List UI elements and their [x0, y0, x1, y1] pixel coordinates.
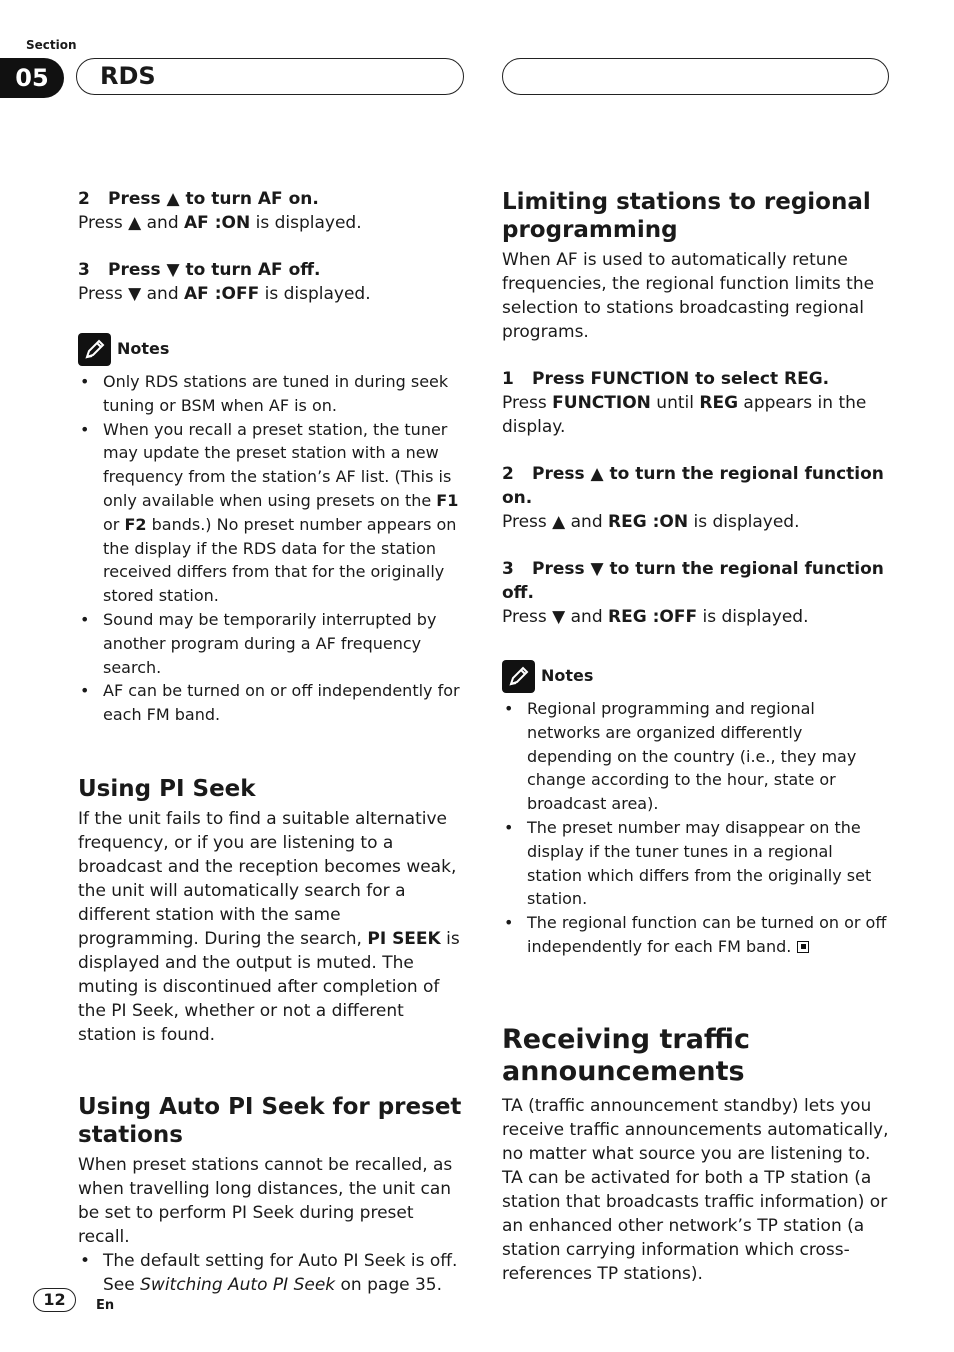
section-heading: Limiting stations to regional programming	[502, 189, 871, 243]
notes-header	[78, 332, 466, 366]
list-item: • The default setting for Auto PI Seek is off. See Switching Auto PI Seek on page 35.	[78, 1249, 466, 1297]
list-item: • Regional programming and regional networks are organized differently depending on the country (i.e., they may change according to the hour, state or broadcast area).	[502, 697, 890, 816]
step-heading: 3 Press ▼ to turn the regional function off.	[502, 559, 884, 603]
step-body: Press FUNCTION until REG appears in the display.	[502, 393, 867, 437]
paragraph: When AF is used to automatically retune frequencies, the regional function limits the selection to stations broadcasting regional programs.	[502, 250, 875, 342]
notes-label: Notes	[541, 666, 594, 685]
notes-list	[502, 697, 890, 959]
left-column	[78, 187, 466, 1297]
step-body: Press ▲ and REG :ON is displayed.	[502, 512, 800, 532]
notes-label: Notes	[117, 339, 170, 358]
section-label: Section	[26, 38, 77, 52]
step-body: Press ▼ and AF :OFF is displayed.	[78, 284, 371, 304]
notes-header	[502, 659, 890, 693]
list-item: • The preset number may disappear on the display if the tuner tunes in a regional station which differs from the originally set station.	[502, 816, 890, 911]
list-item: • When you recall a preset station, the tuner may update the preset station with a new frequency from the station’s AF list. (This is only available when using presets on the F1 or F2 bands.) No preset number appears on the display if the RDS data for the station received differs from that for the originally stored station.	[78, 418, 466, 608]
list-item: • The regional function can be turned on or off independently for each FM band.	[502, 911, 890, 959]
step-body: Press ▲ and AF :ON is displayed.	[78, 213, 362, 233]
page-number: 12	[33, 1288, 76, 1312]
step-heading: 3 Press ▼ to turn AF off.	[78, 260, 321, 280]
section-heading: Receiving traffic announcements	[502, 1023, 751, 1087]
paragraph: TA (traffic announcement standby) lets you receive traffic announcements automatically, no matter what source you are listening to. TA can be activated for both a TP station (a station that broadcasts traffic information) or an enhanced other network’s TP station (a station carrying information which cross-references TP stations).	[502, 1095, 889, 1284]
pencil-icon	[78, 333, 111, 366]
pencil-icon	[502, 660, 535, 693]
right-column	[502, 188, 890, 1286]
list-item: • Only RDS stations are tuned in during seek tuning or BSM when AF is on.	[78, 370, 466, 418]
section-heading: Using PI Seek	[78, 775, 256, 802]
step-heading: 1 Press FUNCTION to select REG.	[502, 369, 830, 389]
end-of-section-icon	[797, 941, 809, 953]
bullet-list	[78, 1249, 466, 1297]
paragraph: When preset stations cannot be recalled, as when travelling long distances, the unit can be set to perform PI Seek during preset recall.	[78, 1154, 453, 1247]
list-item: • AF can be turned on or off independently for each FM band.	[78, 679, 466, 727]
section-number-badge: 05	[0, 58, 64, 98]
list-item: • Sound may be temporarily interrupted by another program during a AF frequency search.	[78, 608, 466, 679]
header-empty-box	[502, 58, 889, 95]
language-label: En	[96, 1298, 115, 1313]
page-title: RDS	[100, 62, 156, 90]
notes-list	[78, 370, 466, 727]
step-heading: 2 Press ▲ to turn the regional function on.	[502, 464, 884, 508]
step-heading: 2 Press ▲ to turn AF on.	[78, 189, 319, 209]
section-heading: Using Auto PI Seek for preset stations	[78, 1093, 462, 1148]
paragraph: If the unit fails to find a suitable alternative frequency, or if you are listening to a broadcast and the reception becomes weak, the unit will automatically search for a different station with the same programming. During the search, PI SEEK is displayed and the output is muted. The muting is discontinued after completion of the PI Seek, whether or not a different station is found.	[78, 808, 460, 1045]
step-body: Press ▼ and REG :OFF is displayed.	[502, 607, 809, 627]
